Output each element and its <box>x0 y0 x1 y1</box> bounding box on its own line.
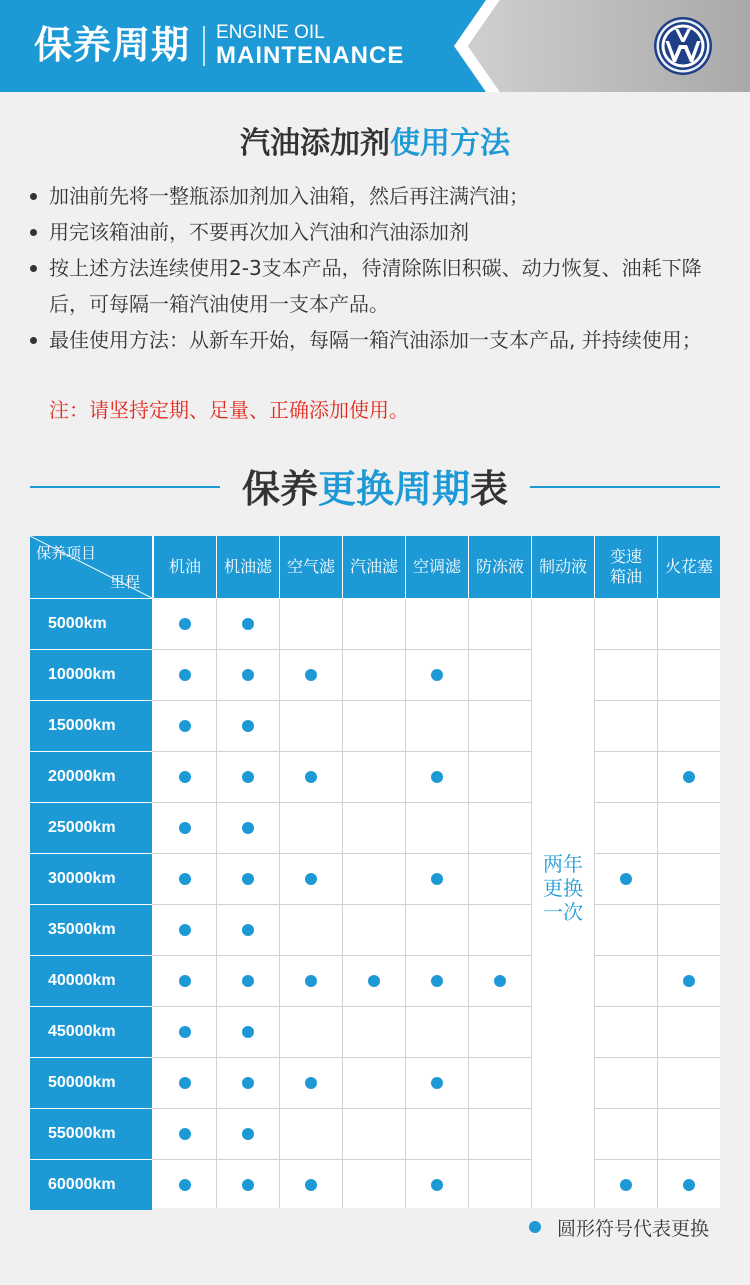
list-item <box>30 214 710 250</box>
corner-label-mileage: 里程 <box>110 573 141 591</box>
replace-marker-icon <box>431 975 443 987</box>
replace-marker-icon <box>305 669 317 681</box>
grid-row-line <box>152 802 531 803</box>
column-header: 机油滤 <box>217 536 279 598</box>
replace-marker-icon <box>179 618 191 630</box>
legend-text: 圆形符号代表更换 <box>557 1218 710 1240</box>
bullet-dot-icon <box>30 193 37 200</box>
header-banner <box>0 0 750 92</box>
bullet-dot-icon <box>30 265 37 272</box>
column-header: 防冻液 <box>469 536 531 598</box>
grid-row-line <box>594 700 720 701</box>
replace-marker-icon <box>431 1179 443 1191</box>
grid-row-line <box>594 1159 720 1160</box>
replace-marker-icon <box>179 924 191 936</box>
mileage-row-header: 30000km <box>30 854 152 904</box>
replace-marker-icon <box>683 771 695 783</box>
column-header: 制动液 <box>532 536 594 598</box>
replace-marker-icon <box>242 924 254 936</box>
corner-label-items: 保养项目 <box>36 544 97 562</box>
replace-marker-icon <box>179 873 191 885</box>
mileage-row-header: 60000km <box>30 1160 152 1210</box>
mileage-row-header: 25000km <box>30 803 152 853</box>
grid-row-line <box>152 853 531 854</box>
vw-logo-icon <box>653 16 713 76</box>
mileage-row-header: 45000km <box>30 1007 152 1057</box>
mileage-row-header: 40000km <box>30 956 152 1006</box>
grid-row-line <box>152 751 531 752</box>
column-header: 空气滤 <box>280 536 342 598</box>
grid-row-line <box>594 904 720 905</box>
replace-marker-icon <box>242 669 254 681</box>
replace-marker-icon <box>179 720 191 732</box>
grid-row-line <box>152 1057 531 1058</box>
grid-row-line <box>152 1006 531 1007</box>
mileage-row-header: 55000km <box>30 1109 152 1159</box>
replace-marker-icon <box>179 1026 191 1038</box>
mileage-row-header: 50000km <box>30 1058 152 1108</box>
grid-row-line <box>594 751 720 752</box>
schedule-title-highlight: 更换周期 <box>317 467 470 511</box>
mileage-row-header: 10000km <box>30 650 152 700</box>
replace-marker-icon <box>431 1077 443 1089</box>
replace-marker-icon <box>242 1179 254 1191</box>
replace-marker-icon <box>242 720 254 732</box>
grid-row-line <box>594 802 720 803</box>
subtitle-line-2: MAINTENANCE <box>216 42 405 69</box>
bullet-text: 最佳使用方法：从新车开始，每隔一箱汽油添加一支本产品, 并持续使用； <box>49 328 702 352</box>
replace-marker-icon <box>683 975 695 987</box>
mileage-row-header: 20000km <box>30 752 152 802</box>
replace-marker-icon <box>242 873 254 885</box>
replace-marker-icon <box>620 1179 632 1191</box>
grid-row-line <box>594 649 720 650</box>
replace-marker-icon <box>179 669 191 681</box>
replace-marker-icon <box>179 822 191 834</box>
bullet-dot-icon <box>30 229 37 236</box>
schedule-title-b: 表 <box>470 467 509 511</box>
bullet-text: 按上述方法连续使用2-3支本产品，待清除陈旧积碳、动力恢复、油耗下降后，可每隔一箱汽油使用一支本产品。 <box>49 256 702 316</box>
page-title: 保养周期 <box>34 23 191 67</box>
usage-title-highlight: 使用方法 <box>390 126 510 161</box>
mileage-row-header: 35000km <box>30 905 152 955</box>
replace-marker-icon <box>179 1179 191 1191</box>
grid-row-line <box>594 1057 720 1058</box>
bullet-dot-icon <box>30 337 37 344</box>
schedule-title-a: 保养 <box>241 467 318 511</box>
replace-marker-icon <box>305 975 317 987</box>
replace-marker-icon <box>179 1077 191 1089</box>
mileage-row-header: 5000km <box>30 599 152 649</box>
grid-row-line <box>594 955 720 956</box>
replace-marker-icon <box>683 1179 695 1191</box>
grid-row-line <box>594 853 720 854</box>
schedule-section-title <box>0 458 750 513</box>
replace-marker-icon <box>305 873 317 885</box>
replace-marker-icon <box>242 771 254 783</box>
column-header: 汽油滤 <box>343 536 405 598</box>
replace-marker-icon <box>242 1128 254 1140</box>
replace-marker-icon <box>431 669 443 681</box>
replace-marker-icon <box>242 618 254 630</box>
replace-marker-icon <box>494 975 506 987</box>
grid-row-line <box>152 1108 531 1109</box>
replace-marker-icon <box>368 975 380 987</box>
grid-row-line <box>152 1159 531 1160</box>
grid-row-line <box>152 904 531 905</box>
column-header: 机油 <box>154 536 216 598</box>
replace-marker-icon <box>242 1026 254 1038</box>
list-item <box>30 322 710 358</box>
usage-bullet-list <box>30 178 710 358</box>
replace-marker-icon <box>305 1077 317 1089</box>
usage-section-title <box>0 118 750 162</box>
list-item <box>30 250 710 322</box>
legend-dot-icon <box>529 1221 541 1233</box>
replace-marker-icon <box>242 1077 254 1089</box>
brake-fluid-note: 两年 更换 一次 <box>543 852 583 924</box>
replace-marker-icon <box>431 771 443 783</box>
column-header: 变速 箱油 <box>595 536 657 598</box>
replace-marker-icon <box>305 771 317 783</box>
usage-title-plain: 汽油添加剂 <box>240 126 390 161</box>
list-item <box>30 178 710 214</box>
usage-note: 注：请坚持定期、足量、正确添加使用。 <box>49 398 409 422</box>
bullet-text: 加油前先将一整瓶添加剂加入油箱，然后再注满汽油； <box>49 184 529 208</box>
grid-row-line <box>152 649 531 650</box>
replace-marker-icon <box>242 975 254 987</box>
replace-marker-icon <box>179 975 191 987</box>
bullet-text: 用完该箱油前，不要再次加入汽油和汽油添加剂 <box>49 220 469 244</box>
replace-marker-icon <box>431 873 443 885</box>
grid-row-line <box>594 1108 720 1109</box>
grid-row-line <box>152 955 531 956</box>
replace-marker-icon <box>620 873 632 885</box>
replace-marker-icon <box>179 1128 191 1140</box>
mileage-row-header: 15000km <box>30 701 152 751</box>
grid-row-line <box>152 700 531 701</box>
replace-marker-icon <box>305 1179 317 1191</box>
title-separator <box>203 26 205 66</box>
grid-row-line <box>594 1006 720 1007</box>
column-header: 火花塞 <box>658 536 720 598</box>
replace-marker-icon <box>242 822 254 834</box>
subtitle-line-1: ENGINE OIL <box>216 22 325 43</box>
column-header: 空调滤 <box>406 536 468 598</box>
replace-marker-icon <box>179 771 191 783</box>
